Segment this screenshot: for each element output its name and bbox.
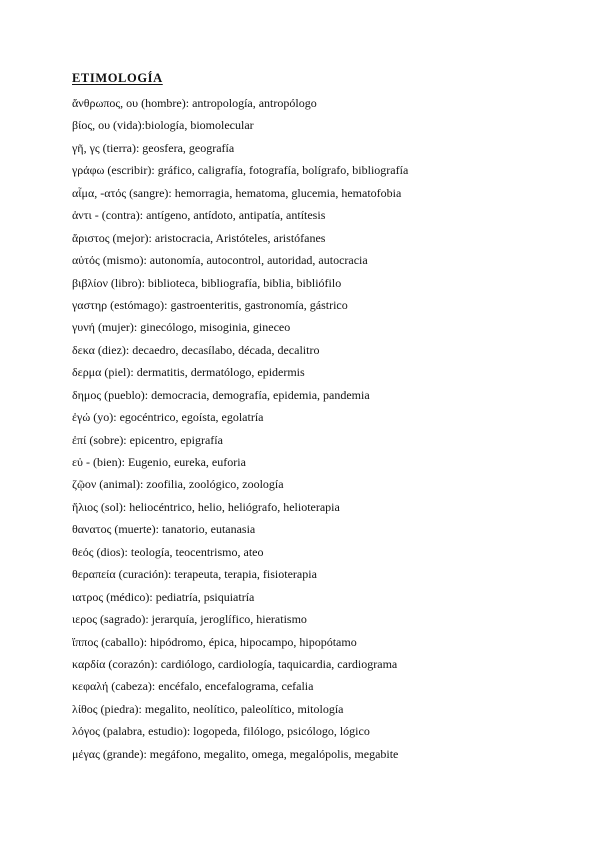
etymology-entry: καρδία (corazón): cardiólogo, cardiología, taquicardia, cardiograma (72, 656, 398, 671)
etymology-entry: θεός (dios): teología, teocentrismo, ateo (72, 544, 264, 559)
etymology-entry: ἄριστος (mejor): aristocracia, Aristóteles, aristófanes (72, 230, 326, 245)
etymology-entry: λίθος (piedra): megalito, neolítico, paleolítico, mitología (72, 701, 344, 716)
etymology-entry: ιερος (sagrado): jerarquía, jeroglífico, hieratismo (72, 612, 307, 627)
etymology-entry: δερμα (piel): dermatitis, dermatólogo, epidermis (72, 365, 305, 380)
etymology-entry: αἷμα, -ατός (sangre): hemorragia, hematoma, glucemia, hematofobia (72, 185, 402, 200)
page-title: ETIMOLOGÍA (72, 71, 163, 85)
etymology-entry: ἥλιος (sol): heliocéntrico, helio, heliógrafo, helioterapia (72, 499, 340, 514)
etymology-entry: γυνή (mujer): ginecólogo, misoginia, gineceo (72, 320, 291, 335)
etymology-entry: ιατρος (médico): pediatría, psiquiatría (72, 589, 255, 604)
etymology-entry: δημος (pueblo): democracia, demografía, epidemia, pandemia (72, 387, 370, 402)
etymology-entry: ἐπί (sobre): epicentro, epigrafía (72, 432, 223, 447)
etymology-entry: ἵππος (caballo): hipódromo, épica, hipocampo, hipopótamo (72, 634, 357, 649)
etymology-list (72, 92, 542, 765)
etymology-entry: κεφαλή (cabeza): encéfalo, encefalograma, cefalia (72, 679, 314, 694)
etymology-entry: ζῷον (animal): zoofilia, zoológico, zoología (72, 477, 284, 492)
etymology-entry: θανατος (muerte): tanatorio, eutanasia (72, 522, 256, 537)
etymology-entry: ἐγώ (yo): egocéntrico, egoísta, egolatría (72, 410, 264, 425)
etymology-entry: βιβλίον (libro): biblioteca, bibliografía, biblia, bibliófilo (72, 275, 342, 290)
etymology-entry: εὐ - (bien): Eugenio, eureka, euforia (72, 455, 246, 469)
etymology-entry: ἀντι - (contra): antígeno, antídoto, antipatía, antítesis (72, 208, 326, 223)
etymology-entry: λόγος (palabra, estudio): logopeda, filólogo, psicólogo, lógico (72, 724, 370, 739)
etymology-entry: ἄνθρωπος, ου (hombre): antropología, antropólogo (72, 96, 317, 110)
etymology-entry: βίος, ου (vida):biología, biomolecular (72, 118, 254, 133)
etymology-entry: γράφω (escribir): gráfico, caligrafía, fotografía, bolígrafo, bibliografía (72, 163, 409, 178)
etymology-entry: μέγας (grande): megáfono, megalito, omega, megalópolis, megabite (72, 746, 399, 761)
etymology-entry: γῆ, γς (tierra): geosfera, geografía (72, 140, 235, 155)
etymology-entry: δεκα (diez): decaedro, decasílabo, década, decalitro (72, 342, 320, 357)
document-page (72, 70, 542, 765)
etymology-entry: γαστηρ (estómago): gastroenteritis, gastronomía, gástrico (72, 297, 348, 312)
etymology-entry: αὐτός (mismo): autonomía, autocontrol, autoridad, autocracia (72, 253, 368, 268)
etymology-entry: θεραπεία (curación): terapeuta, terapia, fisioterapia (72, 567, 317, 582)
